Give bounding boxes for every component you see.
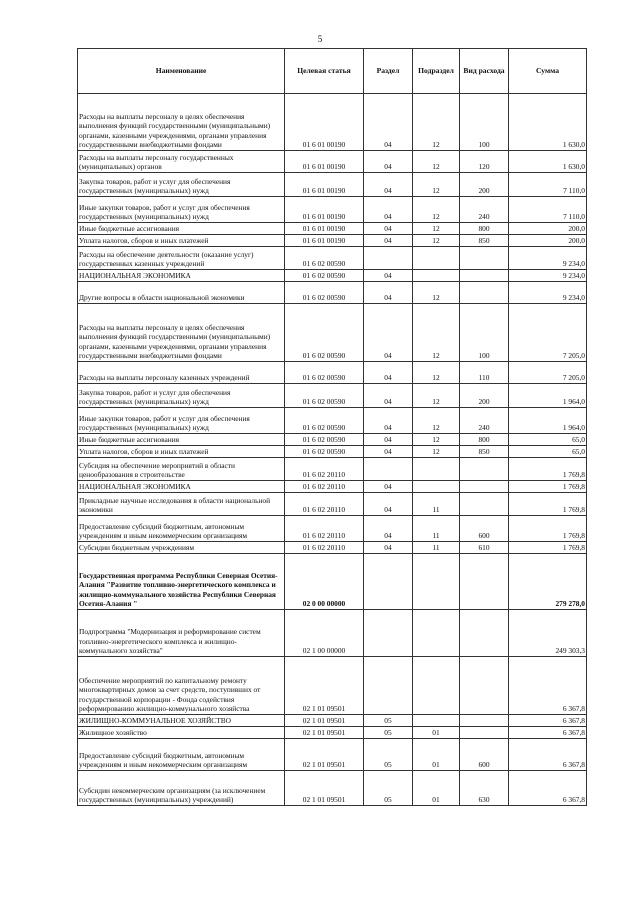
table-row <box>78 282 587 304</box>
row-section: 04 <box>364 542 413 554</box>
table-row <box>78 446 587 458</box>
row-target: 01 6 01 00190 <box>285 235 364 247</box>
row-name: Иные бюджетные ассигнования <box>78 434 285 446</box>
row-section: 05 <box>364 727 413 739</box>
row-sum: 9 234,0 <box>509 270 587 282</box>
row-name: ЖИЛИЩНО-КОММУНАЛЬНОЕ ХОЗЯЙСТВО <box>78 715 285 727</box>
row-expense-type: 100 <box>460 94 509 151</box>
row-sum: 1 769,8 <box>509 542 587 554</box>
row-target: 01 6 02 00590 <box>285 247 364 270</box>
row-sum: 249 303,3 <box>509 610 587 657</box>
table-row <box>78 739 587 771</box>
table-header-row <box>78 49 587 94</box>
row-target: 01 6 02 00590 <box>285 282 364 304</box>
row-name: Расходы на выплаты персоналу казенных учреждений <box>78 362 285 384</box>
row-expense-type: 610 <box>460 542 509 554</box>
row-section <box>364 657 413 715</box>
row-name: Расходы на выплаты персоналу государственных (муниципальных) органов <box>78 151 285 173</box>
row-expense-type <box>460 282 509 304</box>
table-row <box>78 458 587 481</box>
row-expense-type: 800 <box>460 434 509 446</box>
row-sum: 6 367,8 <box>509 715 587 727</box>
row-name: Закупка товаров, работ и услуг для обеспечения государственных (муниципальных) нужд <box>78 384 285 408</box>
table-row <box>78 516 587 542</box>
row-subsection <box>413 458 460 481</box>
row-section: 04 <box>364 481 413 493</box>
row-target: 01 6 02 20110 <box>285 542 364 554</box>
row-expense-type <box>460 270 509 282</box>
row-section: 05 <box>364 771 413 806</box>
table-row <box>78 247 587 270</box>
row-name: Субсидия на обеспечение мероприятий в области ценообразования в строительстве <box>78 458 285 481</box>
row-target: 01 6 01 00190 <box>285 173 364 197</box>
row-section: 05 <box>364 739 413 771</box>
row-subsection: 01 <box>413 727 460 739</box>
budget-table <box>77 48 587 806</box>
row-name: Уплата налогов, сборов и иных платежей <box>78 235 285 247</box>
row-sum: 1 769,8 <box>509 516 587 542</box>
table-row <box>78 270 587 282</box>
row-expense-type: 200 <box>460 384 509 408</box>
row-subsection <box>413 247 460 270</box>
row-expense-type: 800 <box>460 223 509 235</box>
row-expense-type <box>460 727 509 739</box>
row-section: 04 <box>364 434 413 446</box>
table-row <box>78 727 587 739</box>
row-subsection: 12 <box>413 235 460 247</box>
row-subsection: 12 <box>413 434 460 446</box>
row-subsection: 12 <box>413 362 460 384</box>
table-body <box>78 94 587 806</box>
row-expense-type: 240 <box>460 408 509 434</box>
row-name: Жилищное хозяйство <box>78 727 285 739</box>
row-subsection: 12 <box>413 304 460 362</box>
row-sum: 200,0 <box>509 235 587 247</box>
row-expense-type <box>460 610 509 657</box>
row-section: 04 <box>364 408 413 434</box>
header-subsection: Подраздел <box>413 49 460 94</box>
row-sum: 1 630,0 <box>509 94 587 151</box>
table-row <box>78 554 587 610</box>
row-expense-type: 110 <box>460 362 509 384</box>
row-subsection: 12 <box>413 282 460 304</box>
row-name: Расходы на выплаты персоналу в целях обеспечения выполнения функций государственными (муниципальными) органами, казенными учреждениями, органами управления государственными внебюджетными фондами <box>78 304 285 362</box>
row-subsection <box>413 657 460 715</box>
row-sum: 1 769,8 <box>509 481 587 493</box>
row-sum: 7 110,0 <box>509 197 587 223</box>
row-expense-type: 850 <box>460 235 509 247</box>
table-row <box>78 197 587 223</box>
row-target: 01 6 02 20110 <box>285 458 364 481</box>
header-name: Наименование <box>78 49 285 94</box>
row-target: 01 6 02 20110 <box>285 481 364 493</box>
row-target: 01 6 02 20110 <box>285 493 364 516</box>
row-target: 01 6 02 00590 <box>285 446 364 458</box>
row-section: 04 <box>364 516 413 542</box>
row-sum: 7 205,0 <box>509 362 587 384</box>
row-expense-type: 600 <box>460 739 509 771</box>
row-sum: 6 367,8 <box>509 727 587 739</box>
row-subsection: 12 <box>413 384 460 408</box>
row-section: 04 <box>364 493 413 516</box>
row-expense-type: 630 <box>460 771 509 806</box>
row-expense-type: 100 <box>460 304 509 362</box>
row-sum: 9 234,0 <box>509 247 587 270</box>
row-section: 04 <box>364 151 413 173</box>
row-subsection: 01 <box>413 739 460 771</box>
row-section: 04 <box>364 282 413 304</box>
row-section: 04 <box>364 235 413 247</box>
row-sum: 65,0 <box>509 446 587 458</box>
row-subsection: 11 <box>413 542 460 554</box>
row-sum: 6 367,8 <box>509 771 587 806</box>
row-section <box>364 458 413 481</box>
table-row <box>78 304 587 362</box>
header-section: Раздел <box>364 49 413 94</box>
table-row <box>78 223 587 235</box>
row-name: Обеспечение мероприятий по капитальному ремонту многоквартирных домов за счет средств, поступивших от государственной корпорации - Фонда содействия реформированию жилищно-коммунального хозяйства <box>78 657 285 715</box>
table-row <box>78 173 587 197</box>
row-section: 04 <box>364 197 413 223</box>
header-sum: Сумма <box>509 49 587 94</box>
row-expense-type <box>460 554 509 610</box>
row-name: Иные закупки товаров, работ и услуг для обеспечения государственных (муниципальных) нужд <box>78 408 285 434</box>
row-name: НАЦИОНАЛЬНАЯ ЭКОНОМИКА <box>78 270 285 282</box>
row-target: 01 6 01 00190 <box>285 151 364 173</box>
row-sum: 200,0 <box>509 223 587 235</box>
row-name: Государственная программа Республики Северная Осетия-Алания "Развитие топливно-энергетического комплекса и жилищно-коммунального хозяйства Республики Северная Осетия-Алания " <box>78 554 285 610</box>
row-expense-type <box>460 715 509 727</box>
row-target: 02 1 00 00000 <box>285 610 364 657</box>
row-name: Субсидии бюджетным учреждениям <box>78 542 285 554</box>
row-subsection <box>413 481 460 493</box>
row-sum: 7 205,0 <box>509 304 587 362</box>
row-section: 04 <box>364 384 413 408</box>
row-section: 04 <box>364 270 413 282</box>
row-target: 01 6 02 00590 <box>285 384 364 408</box>
row-name: Другие вопросы в области национальной экономики <box>78 282 285 304</box>
row-sum: 9 234,0 <box>509 282 587 304</box>
row-subsection: 11 <box>413 516 460 542</box>
row-target: 01 6 02 00590 <box>285 362 364 384</box>
row-subsection <box>413 610 460 657</box>
row-subsection: 12 <box>413 446 460 458</box>
row-name: Закупка товаров, работ и услуг для обеспечения государственных (муниципальных) нужд <box>78 173 285 197</box>
row-subsection: 11 <box>413 493 460 516</box>
row-target: 01 6 01 00190 <box>285 197 364 223</box>
row-section: 04 <box>364 446 413 458</box>
row-target: 02 1 01 09501 <box>285 657 364 715</box>
table-row <box>78 235 587 247</box>
row-section: 04 <box>364 223 413 235</box>
row-subsection: 12 <box>413 151 460 173</box>
table-row <box>78 362 587 384</box>
row-subsection <box>413 715 460 727</box>
row-expense-type: 600 <box>460 516 509 542</box>
row-sum: 6 367,8 <box>509 739 587 771</box>
row-section: 04 <box>364 94 413 151</box>
row-target: 02 0 00 00000 <box>285 554 364 610</box>
row-target: 01 6 02 00590 <box>285 270 364 282</box>
row-name: Предоставление субсидий бюджетным, автономным учреждениям и иным некоммерческим организациям <box>78 739 285 771</box>
row-target: 01 6 02 00590 <box>285 408 364 434</box>
row-section <box>364 610 413 657</box>
row-section <box>364 554 413 610</box>
table-row <box>78 657 587 715</box>
table-row <box>78 715 587 727</box>
row-sum: 1 769,8 <box>509 458 587 481</box>
row-section: 04 <box>364 362 413 384</box>
row-name: Подпрограмма "Модернизация и реформирование систем топливно-энергетического комплекса и жилищно-коммунального хозяйства" <box>78 610 285 657</box>
table-row <box>78 94 587 151</box>
row-expense-type <box>460 247 509 270</box>
row-target: 01 6 02 20110 <box>285 516 364 542</box>
row-subsection <box>413 554 460 610</box>
row-sum: 1 964,0 <box>509 408 587 434</box>
row-subsection: 01 <box>413 771 460 806</box>
row-target: 01 6 01 00190 <box>285 223 364 235</box>
table-row <box>78 151 587 173</box>
table-row <box>78 542 587 554</box>
row-expense-type: 200 <box>460 173 509 197</box>
header-expense-type: Вид расхода <box>460 49 509 94</box>
row-name: Субсидии некоммерческим организациям (за исключением государственных (муниципальных) учреждений) <box>78 771 285 806</box>
row-section: 05 <box>364 715 413 727</box>
row-target: 02 1 01 09501 <box>285 771 364 806</box>
row-subsection <box>413 270 460 282</box>
row-sum: 1 964,0 <box>509 384 587 408</box>
row-target: 02 1 01 09501 <box>285 739 364 771</box>
row-subsection: 12 <box>413 408 460 434</box>
row-target: 02 1 01 09501 <box>285 727 364 739</box>
row-name: Иные закупки товаров, работ и услуг для обеспечения государственных (муниципальных) нужд <box>78 197 285 223</box>
row-section: 04 <box>364 173 413 197</box>
row-sum: 1 769,8 <box>509 493 587 516</box>
row-name: Расходы на обеспечение деятельности (оказание услуг) государственных казенных учреждений <box>78 247 285 270</box>
row-expense-type: 240 <box>460 197 509 223</box>
row-target: 02 1 01 09501 <box>285 715 364 727</box>
table-row <box>78 384 587 408</box>
row-expense-type <box>460 481 509 493</box>
row-target: 01 6 01 00190 <box>285 94 364 151</box>
row-sum: 65,0 <box>509 434 587 446</box>
row-name: Прикладные научные исследования в области национальной экономики <box>78 493 285 516</box>
row-subsection: 12 <box>413 197 460 223</box>
row-subsection: 12 <box>413 223 460 235</box>
table-row <box>78 481 587 493</box>
row-expense-type <box>460 657 509 715</box>
header-target: Целевая статья <box>285 49 364 94</box>
row-name: Предоставление субсидий бюджетным, автономным учреждениям и иным некоммерческим организациям <box>78 516 285 542</box>
row-name: Иные бюджетные ассигнования <box>78 223 285 235</box>
row-sum: 7 110,0 <box>509 173 587 197</box>
row-target: 01 6 02 00590 <box>285 304 364 362</box>
table-row <box>78 610 587 657</box>
row-expense-type <box>460 493 509 516</box>
row-name: Уплата налогов, сборов и иных платежей <box>78 446 285 458</box>
row-expense-type <box>460 458 509 481</box>
row-expense-type: 850 <box>460 446 509 458</box>
row-sum: 6 367,8 <box>509 657 587 715</box>
table-row <box>78 408 587 434</box>
row-name: Расходы на выплаты персоналу в целях обеспечения выполнения функций государственными (муниципальными) органами, казенными учреждениями, органами управления государственными внебюджетными фондами <box>78 94 285 151</box>
row-name: НАЦИОНАЛЬНАЯ ЭКОНОМИКА <box>78 481 285 493</box>
row-target: 01 6 02 00590 <box>285 434 364 446</box>
table-row <box>78 493 587 516</box>
row-section: 04 <box>364 304 413 362</box>
row-subsection: 12 <box>413 173 460 197</box>
page-number: 5 <box>317 34 323 44</box>
row-expense-type: 120 <box>460 151 509 173</box>
row-section <box>364 247 413 270</box>
row-subsection: 12 <box>413 94 460 151</box>
row-sum: 279 278,0 <box>509 554 587 610</box>
row-sum: 1 630,0 <box>509 151 587 173</box>
table-row <box>78 771 587 806</box>
table-row <box>78 434 587 446</box>
